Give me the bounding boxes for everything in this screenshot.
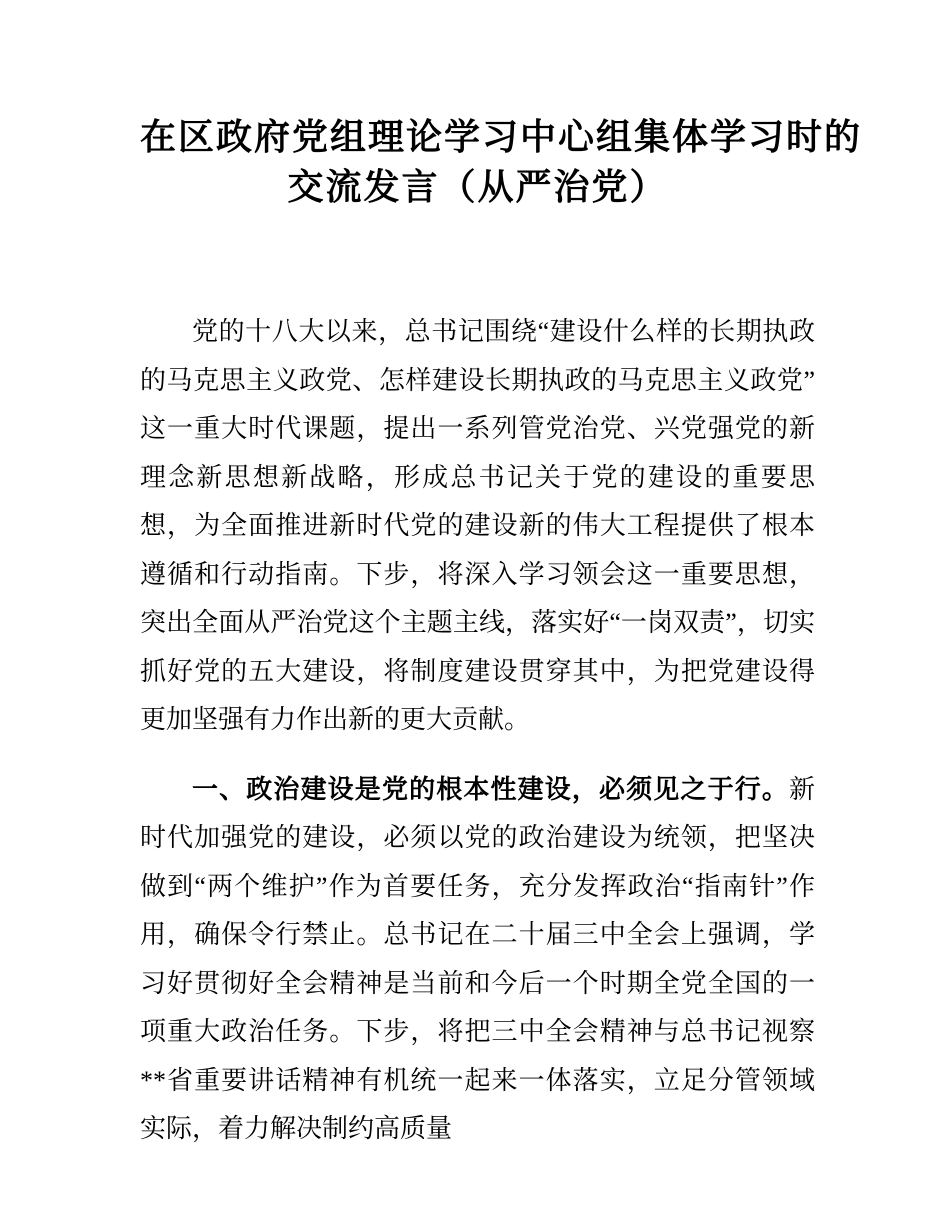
section-1-text: 新时代加强党的建设，必须以党的政治建设为统领，把坚决做到“两个维护”作为首要任务，充分发挥政治“指南针”作用，确保令行禁止。总书记在二十届三中全会上强调，学习好贯彻好全会精神是当前和今后一个时期全党全国的一项重大政治任务。下步，将把三中全会精神与总书记视察**省重要讲话精神有机统一起来一体落实，立足分管领域实际，着力解决制约高质量 [140, 774, 815, 1143]
title-line-1: 在区政府党组理论学习中心组集体学习时的 [140, 117, 863, 157]
document-title [140, 112, 863, 212]
paragraph-section-1 [140, 765, 815, 1154]
document-body [140, 308, 815, 1154]
paragraph-intro-text: 党的十八大以来，总书记围绕“建设什么样的长期执政的马克思主义政党、怎样建设长期执政的马克思主义政党”这一重大时代课题，提出一系列管党治党、兴党强党的新理念新思想新战略，形成总书记关于党的建设的重要思想，为全面推进新时代党的建设新的伟大工程提供了根本遵循和行动指南。下步，将深入学习领会这一重要思想，突出全面从严治党这个主题主线，落实好“一岗双责”，切实抓好党的五大建设，将制度建设贯穿其中，为把党建设得更加坚强有力作出新的更大贡献。 [140, 317, 815, 734]
section-1-heading: 一、政治建设是党的根本性建设，必须见之于行。 [192, 773, 789, 804]
paragraph-intro [140, 308, 815, 745]
title-line-2: 交流发言（从严治党） [287, 167, 668, 207]
